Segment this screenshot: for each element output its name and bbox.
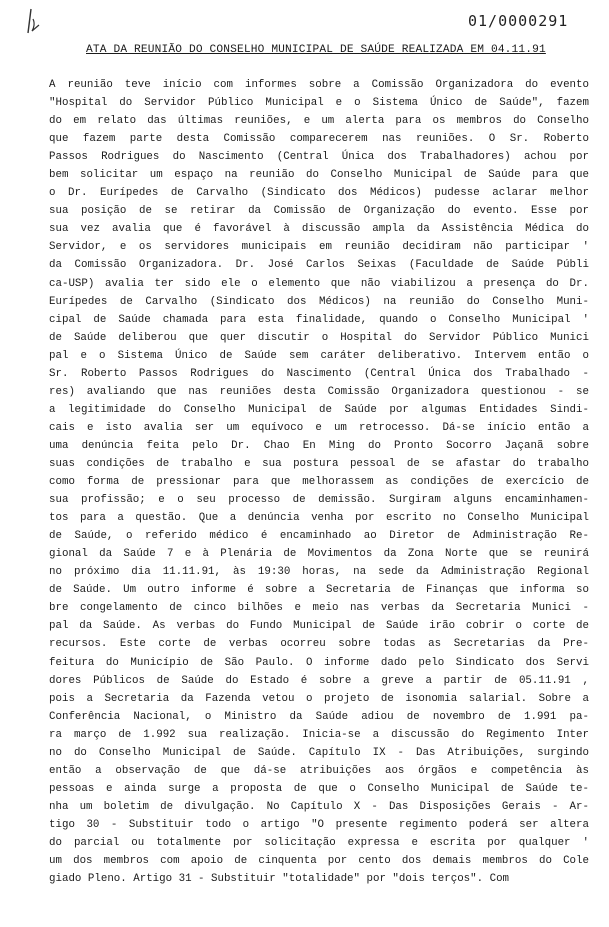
body-line: do em relato das últimas reuniões, e um alerta para os membros do Conselho [49, 115, 589, 128]
body-line: cipal de Saúde chamada para esta finalidade, quando o Conselho Municipal ' [49, 313, 589, 326]
document-number: 01/0000291 [468, 12, 569, 30]
body-line: feitura do Município de São Paulo. O informe dado pelo Sindicato dos Servi [49, 656, 589, 669]
body-line: da Comissão Organizadora. Dr. José Carlos Seixas (Faculdade de Saúde Públi [49, 259, 589, 272]
body-line: tigo 30 - Substituir todo o artigo "O presente regimento poderá ser altera [49, 818, 589, 831]
body-line: então a observação de que dá-se atribuições aos órgãos e competência às [49, 764, 589, 777]
body-line: a legitimidade do Conselho Municipal de Saúde por algumas Entidades Sindi- [49, 403, 589, 416]
body-line: A reunião teve início com informes sobre a Comissão Organizadora do evento [49, 79, 589, 91]
body-line: de Saúde deliberou que quer discutir o Hospital do Servidor Público Munici [49, 331, 589, 344]
minutes-body [49, 76, 589, 888]
body-line: tos para a questão. Que a denúncia venha por escrito no Conselho Municipal [49, 512, 589, 525]
body-line: pal da Saúde. As verbas do Fundo Municipal de Saúde irão cobrir o corte de [49, 620, 589, 633]
body-line: pois a Secretaria da Fazenda vetou o projeto de isonomia salarial. Sobre a [49, 692, 589, 705]
body-line: nha um boletim de divulgação. No Capítulo X - Das Disposições Gerais - Ar- [49, 800, 589, 813]
body-line: ca-USP) avalia ter sido ele o elemento que não viabilizou a presença do Dr. [49, 277, 589, 290]
body-line: Conferência Nacional, o Ministro da Saúde adiou de novembro de 1.991 pa- [49, 710, 589, 723]
body-line: Sr. Roberto Passos Rodrigues do Nascimento (Central Única dos Trabalhado - [49, 367, 589, 380]
body-line: res) avaliando que nas reuniões desta Comissão Organizadora questionou - se [49, 385, 589, 398]
body-line: bem solicitar um espaço na reunião do Conselho Municipal de Saúde para que [49, 169, 589, 182]
body-line: sua profissão; e o seu processo de demissão. Surgiram alguns encaminhamen- [49, 494, 589, 507]
body-line: Eurípedes de Carvalho (Sindicato dos Médicos) na reunião do Conselho Muni- [49, 295, 589, 308]
body-line: gional da Saúde 7 e à Plenária de Movimentos da Zona Norte que se reunirá [49, 548, 589, 561]
body-line: pessoas e ainda surge a proposta de que o Conselho Municipal de Saúde te- [49, 782, 589, 795]
body-line: Passos Rodrigues do Nascimento (Central Única dos Trabalhadores) achou por [49, 151, 589, 164]
body-line: de Saúde, o referido médico é encaminhado ao Diretor de Administração Re- [49, 530, 589, 543]
body-line: "Hospital do Servidor Público Municipal e o Sistema Único de Saúde", fazem [49, 97, 589, 110]
body-line: sua vez avalia que é favorável à discussão ampla da Assistência Médica do [49, 223, 589, 236]
handwritten-corner-mark [22, 6, 52, 42]
body-line: que fazem parte desta Comissão comparecerem nas reuniões. O Sr. Roberto [49, 133, 589, 146]
body-line: no do Conselho Municipal de Saúde. Capítulo IX - Das Atribuições, surgindo [49, 746, 589, 759]
body-line: suas condições de trabalho e sua postura pessoal de se afastar do trabalho [49, 457, 589, 470]
body-line: cais e isto avalia ser um equívoco e um retrocesso. Dá-se início então a [49, 421, 589, 434]
document-title: ATA DA REUNIÃO DO CONSELHO MUNICIPAL DE SAÚDE REALIZADA EM 04.11.91 [86, 44, 546, 56]
body-line: Servidor, e os servidores municipais em reunião decidiram não participar ' [49, 241, 589, 254]
body-line: giado Pleno. Artigo 31 - Substituir "totalidade" por "dois terços". Com [49, 873, 510, 886]
body-line: sua posição de se retirar da Comissão de Organização do evento. Esse por [49, 205, 589, 218]
body-line: um dos membros com apoio de cinquenta por cento dos demais membros do Cole [49, 855, 589, 868]
body-line: pal e o Sistema Único de Saúde sem caráter deliberativo. Intervem então o [49, 349, 589, 362]
body-line: de Saúde. Um outro informe é sobre a Secretaria de Finanças que informa so [49, 584, 589, 597]
body-line: o Dr. Eurípedes de Carvalho (Sindicato dos Médicos) pudesse aclarar melhor [49, 187, 589, 200]
body-line: do parcial ou totalmente por solicitação expressa e escrita por qualquer ' [49, 836, 589, 849]
body-line: no próximo dia 11.11.91, às 19:30 horas, na sede da Administração Regional [49, 566, 589, 579]
body-line: recursos. Este corte de verbas ocorreu sobre todas as Secretarias da Pre- [49, 638, 589, 651]
body-line: como forma de pressionar para que melhorassem as condições de exercício de [49, 476, 589, 489]
body-line: uma denúncia feita pelo Dr. Chao En Ming do Pronto Socorro Jaçanã sobre [49, 439, 589, 452]
body-line: bre congelamento de cinco bilhões e meio nas verbas da Secretaria Munici - [49, 602, 589, 615]
body-line: ra março de 1.992 sua realização. Inicia-se a discussão do Regimento Inter [49, 728, 589, 741]
body-line: dores Públicos de Saúde do Estado é sobre a greve a partir de 05.11.91 , [49, 674, 589, 687]
